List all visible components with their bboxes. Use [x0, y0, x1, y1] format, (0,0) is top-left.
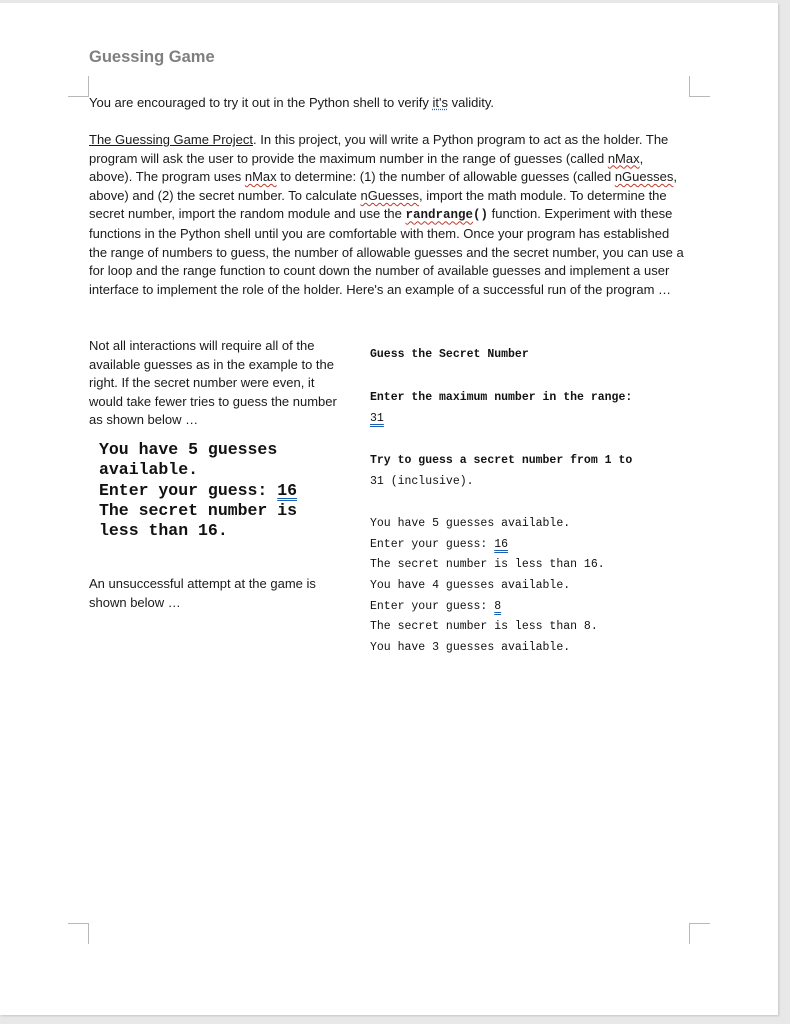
left-note: Not all interactions will require all of the available guesses as in the example to the right. If the secret number were even, it would take fewer tries to guess the number as shown below …	[89, 338, 337, 428]
spelling-flag-nmax: nMax	[607, 150, 640, 166]
run-avail-3: You have 3 guesses available.	[370, 641, 571, 654]
project-title: The Guessing Game Project	[89, 132, 254, 147]
spelling-flag-nmax: nMax	[244, 169, 277, 185]
spelling-flag-nguesses: nGuesses	[614, 169, 674, 185]
unsuccessful-note: An unsuccessful attempt at the game is shown below …	[89, 576, 316, 610]
run-enter-guess-1: Enter your guess: 16	[370, 538, 509, 551]
run-title: Guess the Secret Number	[370, 348, 529, 361]
crop-mark-bottom-right	[689, 923, 710, 944]
run-prompt-max: Enter the maximum number in the range:	[370, 391, 633, 404]
run-try-line-2: 31 (inclusive).	[370, 475, 474, 488]
run-less-16: The secret number is less than 16.	[370, 558, 605, 571]
intro-paragraph: You are encouraged to try it out in the Python shell to verify it's validity.	[89, 95, 494, 110]
run-less-8: The secret number is less than 8.	[370, 620, 598, 633]
grammar-flag-its: it's	[432, 95, 448, 110]
spelling-flag-nguesses: nGuesses	[360, 187, 420, 203]
run-enter-guess-2: Enter your guess: 8	[370, 600, 502, 613]
crop-mark-top-right	[689, 76, 710, 97]
user-input-value: 16	[277, 480, 298, 500]
run-try-line-1: Try to guess a secret number from 1 to	[370, 454, 633, 467]
document-heading: Guessing Game	[89, 48, 215, 66]
crop-mark-bottom-left	[68, 923, 89, 944]
even-example-code: You have 5 guesses available. Enter your guess: 16 The secret number is less than 16.	[99, 440, 298, 541]
randrange-code: randrange()	[405, 208, 489, 223]
run-avail-5: You have 5 guesses available.	[370, 517, 571, 530]
project-paragraph: The Guessing Game Project. In this project, you will write a Python program to act as the holder. The program will ask the user to provide the maximum number in the range of guesses (called nMax, above). The program uses nMax to determine: (1) the number of allowable guesses (called nGuesses, above) and (2) the secret number. To calculate nGuesses, import the math module. To determine the secret number, import the random module and use the randrange() function. Experiment with these functions in the Python shell until you are comfortable with them. Once your program has established the range of numbers to guess, the number of allowable guesses and the secret number, you can use a for loop and the range function to count down the number of available guesses and implement a user interface to implement the role of the holder. Here's an example of a successful run of the program …	[89, 132, 684, 297]
run-max-value: 31	[370, 412, 384, 425]
crop-mark-top-left	[68, 76, 89, 97]
run-avail-4: You have 4 guesses available.	[370, 579, 571, 592]
